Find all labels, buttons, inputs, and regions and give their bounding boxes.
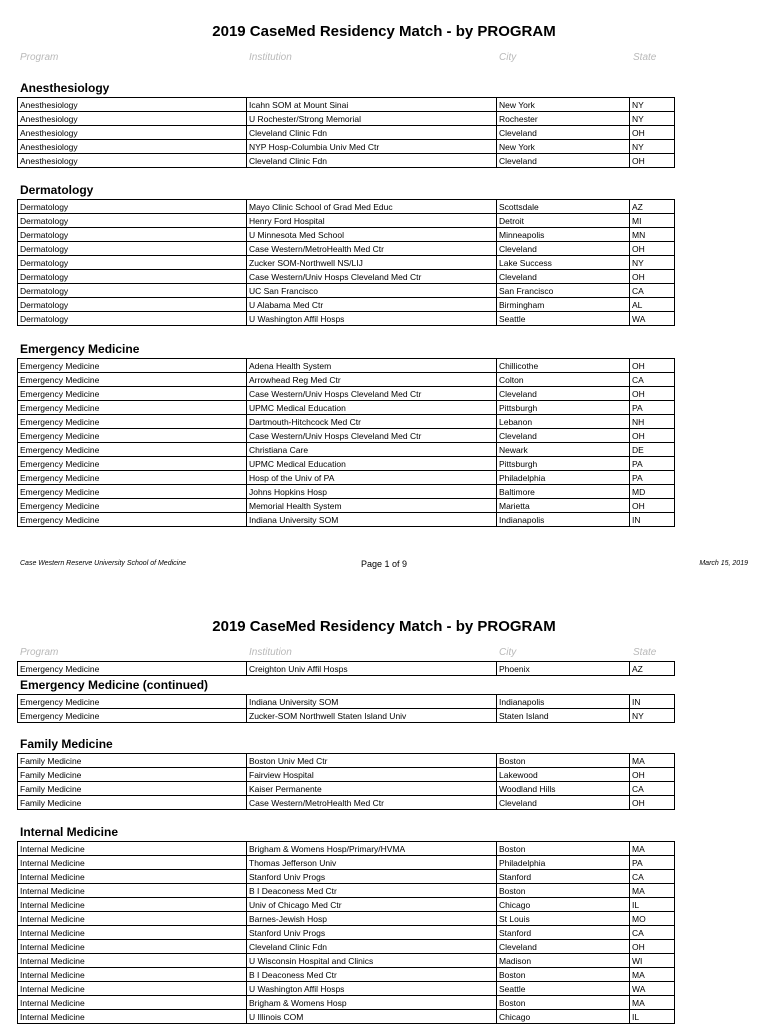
city-cell: Staten Island <box>497 709 630 723</box>
column-header-institution: Institution <box>249 647 292 658</box>
state-cell: AL <box>630 298 675 312</box>
footer-date: March 15, 2019 <box>699 560 748 567</box>
city-cell: Indianapolis <box>497 695 630 709</box>
table-row <box>18 940 675 954</box>
section-heading-emergency-medicine: Emergency Medicine <box>20 342 140 356</box>
column-header-city: City <box>499 647 517 658</box>
table-row <box>18 387 675 401</box>
program-cell: Dermatology <box>18 284 247 298</box>
city-cell: Boston <box>497 996 630 1010</box>
state-cell: WA <box>630 312 675 326</box>
section-heading-family-medicine: Family Medicine <box>20 737 113 751</box>
institution-cell: Arrowhead Reg Med Ctr <box>247 373 497 387</box>
table-row <box>18 898 675 912</box>
city-cell: Woodland Hills <box>497 782 630 796</box>
institution-cell: UPMC Medical Education <box>247 457 497 471</box>
table-row <box>18 926 675 940</box>
program-cell: Family Medicine <box>18 768 247 782</box>
program-cell: Emergency Medicine <box>18 662 247 676</box>
program-cell: Dermatology <box>18 228 247 242</box>
state-cell: MD <box>630 485 675 499</box>
state-cell: MO <box>630 912 675 926</box>
institution-cell: Thomas Jefferson Univ <box>247 856 497 870</box>
table-row <box>18 200 675 214</box>
program-cell: Dermatology <box>18 256 247 270</box>
table-row <box>18 256 675 270</box>
table-row <box>18 485 675 499</box>
table-row <box>18 796 675 810</box>
state-cell: MA <box>630 996 675 1010</box>
state-cell: NY <box>630 140 675 154</box>
program-cell: Internal Medicine <box>18 940 247 954</box>
program-cell: Internal Medicine <box>18 856 247 870</box>
state-cell: OH <box>630 768 675 782</box>
city-cell: Pittsburgh <box>497 457 630 471</box>
table-internal-medicine <box>17 841 675 1024</box>
institution-cell: UC San Francisco <box>247 284 497 298</box>
state-cell: CA <box>630 782 675 796</box>
city-cell: San Francisco <box>497 284 630 298</box>
institution-cell: Cleveland Clinic Fdn <box>247 940 497 954</box>
institution-cell: Case Western/Univ Hosps Cleveland Med Ctr <box>247 270 497 284</box>
state-cell: MA <box>630 884 675 898</box>
table-row <box>18 856 675 870</box>
table-row <box>18 1010 675 1024</box>
column-header-program: Program <box>20 52 59 63</box>
section-heading-dermatology: Dermatology <box>20 183 94 197</box>
city-cell: Chillicothe <box>497 359 630 373</box>
institution-cell: Case Western/Univ Hosps Cleveland Med Ctr <box>247 429 497 443</box>
program-cell: Dermatology <box>18 200 247 214</box>
institution-cell: U Illinois COM <box>247 1010 497 1024</box>
city-cell: Minneapolis <box>497 228 630 242</box>
table-row <box>18 443 675 457</box>
table-row <box>18 373 675 387</box>
state-cell: IL <box>630 1010 675 1024</box>
table-row <box>18 126 675 140</box>
city-cell: Cleveland <box>497 154 630 168</box>
section-heading-anesthesiology: Anesthesiology <box>20 81 110 95</box>
state-cell: MI <box>630 214 675 228</box>
program-cell: Internal Medicine <box>18 982 247 996</box>
institution-cell: Hosp of the Univ of PA <box>247 471 497 485</box>
table-row <box>18 912 675 926</box>
table-row <box>18 768 675 782</box>
city-cell: Detroit <box>497 214 630 228</box>
city-cell: Cleveland <box>497 270 630 284</box>
institution-cell: Stanford Univ Progs <box>247 926 497 940</box>
state-cell: OH <box>630 154 675 168</box>
city-cell: New York <box>497 140 630 154</box>
table-row <box>18 284 675 298</box>
table-row <box>18 754 675 768</box>
state-cell: OH <box>630 429 675 443</box>
institution-cell: Cleveland Clinic Fdn <box>247 126 497 140</box>
table-row <box>18 98 675 112</box>
state-cell: IN <box>630 695 675 709</box>
program-cell: Family Medicine <box>18 796 247 810</box>
city-cell: Stanford <box>497 870 630 884</box>
table-row <box>18 154 675 168</box>
institution-cell: Case Western/MetroHealth Med Ctr <box>247 242 497 256</box>
section-heading-internal-medicine: Internal Medicine <box>20 825 119 839</box>
table-row <box>18 982 675 996</box>
state-cell: OH <box>630 359 675 373</box>
state-cell: MA <box>630 754 675 768</box>
institution-cell: Indiana University SOM <box>247 695 497 709</box>
column-header-program: Program <box>20 647 59 658</box>
city-cell: Cleveland <box>497 429 630 443</box>
state-cell: CA <box>630 926 675 940</box>
institution-cell: Stanford Univ Progs <box>247 870 497 884</box>
institution-cell: Case Western/MetroHealth Med Ctr <box>247 796 497 810</box>
state-cell: AZ <box>630 200 675 214</box>
program-cell: Internal Medicine <box>18 884 247 898</box>
state-cell: NH <box>630 415 675 429</box>
document-page-2 <box>0 590 768 1024</box>
program-cell: Internal Medicine <box>18 954 247 968</box>
table-dermatology <box>17 199 675 326</box>
city-cell: Seattle <box>497 312 630 326</box>
institution-cell: Univ of Chicago Med Ctr <box>247 898 497 912</box>
program-cell: Internal Medicine <box>18 842 247 856</box>
page-title: 2019 CaseMed Residency Match - by PROGRAM <box>212 618 556 635</box>
city-cell: Cleveland <box>497 126 630 140</box>
state-cell: CA <box>630 284 675 298</box>
city-cell: Boston <box>497 968 630 982</box>
program-cell: Internal Medicine <box>18 898 247 912</box>
institution-cell: U Minnesota Med School <box>247 228 497 242</box>
city-cell: Newark <box>497 443 630 457</box>
state-cell: WI <box>630 954 675 968</box>
institution-cell: Creighton Univ Affil Hosps <box>247 662 497 676</box>
state-cell: OH <box>630 796 675 810</box>
table-row <box>18 499 675 513</box>
program-cell: Emergency Medicine <box>18 499 247 513</box>
table-row <box>18 270 675 284</box>
institution-cell: U Rochester/Strong Memorial <box>247 112 497 126</box>
table-row <box>18 140 675 154</box>
column-header-state: State <box>633 647 657 658</box>
city-cell: Chicago <box>497 1010 630 1024</box>
table-anesthesiology <box>17 97 675 168</box>
program-cell: Emergency Medicine <box>18 513 247 527</box>
table-row <box>18 242 675 256</box>
table-row <box>18 112 675 126</box>
city-cell: Cleveland <box>497 387 630 401</box>
city-cell: Madison <box>497 954 630 968</box>
table-row <box>18 429 675 443</box>
program-cell: Emergency Medicine <box>18 471 247 485</box>
institution-cell: Indiana University SOM <box>247 513 497 527</box>
state-cell: OH <box>630 499 675 513</box>
institution-cell: U Washington Affil Hosps <box>247 312 497 326</box>
institution-cell: Johns Hopkins Hosp <box>247 485 497 499</box>
table-row <box>18 884 675 898</box>
institution-cell: Zucker-SOM Northwell Staten Island Univ <box>247 709 497 723</box>
program-cell: Dermatology <box>18 270 247 284</box>
institution-cell: Dartmouth-Hitchcock Med Ctr <box>247 415 497 429</box>
table-row <box>18 471 675 485</box>
page-title: 2019 CaseMed Residency Match - by PROGRAM <box>212 23 556 40</box>
state-cell: PA <box>630 457 675 471</box>
footer-institution: Case Western Reserve University School of Medicine <box>20 560 186 567</box>
state-cell: MA <box>630 842 675 856</box>
city-cell: Lebanon <box>497 415 630 429</box>
city-cell: Philadelphia <box>497 856 630 870</box>
institution-cell: Brigham & Womens Hosp <box>247 996 497 1010</box>
state-cell: OH <box>630 940 675 954</box>
program-cell: Emergency Medicine <box>18 429 247 443</box>
column-header-row <box>0 647 768 661</box>
institution-cell: NYP Hosp-Columbia Univ Med Ctr <box>247 140 497 154</box>
state-cell: DE <box>630 443 675 457</box>
city-cell: Baltimore <box>497 485 630 499</box>
institution-cell: Zucker SOM-Northwell NS/LIJ <box>247 256 497 270</box>
section-heading-emergency-medicine-continued: Emergency Medicine (continued) <box>20 678 209 692</box>
program-cell: Emergency Medicine <box>18 443 247 457</box>
city-cell: Cleveland <box>497 796 630 810</box>
institution-cell: U Wisconsin Hospital and Clinics <box>247 954 497 968</box>
table-row <box>18 709 675 723</box>
city-cell: St Louis <box>497 912 630 926</box>
program-cell: Emergency Medicine <box>18 359 247 373</box>
city-cell: Pittsburgh <box>497 401 630 415</box>
state-cell: MN <box>630 228 675 242</box>
city-cell: Cleveland <box>497 242 630 256</box>
state-cell: NY <box>630 256 675 270</box>
city-cell: Boston <box>497 884 630 898</box>
state-cell: AZ <box>630 662 675 676</box>
column-header-state: State <box>633 52 657 63</box>
program-cell: Emergency Medicine <box>18 695 247 709</box>
city-cell: Boston <box>497 842 630 856</box>
state-cell: OH <box>630 242 675 256</box>
program-cell: Anesthesiology <box>18 98 247 112</box>
column-header-city: City <box>499 52 517 63</box>
table-emergency-medicine-continued <box>17 694 675 723</box>
footer-page-number: Page 1 of 9 <box>360 559 408 569</box>
table-row <box>18 782 675 796</box>
city-cell: Lakewood <box>497 768 630 782</box>
program-cell: Emergency Medicine <box>18 401 247 415</box>
institution-cell: Memorial Health System <box>247 499 497 513</box>
state-cell: IL <box>630 898 675 912</box>
table-row <box>18 401 675 415</box>
institution-cell: Adena Health System <box>247 359 497 373</box>
program-cell: Internal Medicine <box>18 912 247 926</box>
program-cell: Emergency Medicine <box>18 709 247 723</box>
table-row <box>18 996 675 1010</box>
institution-cell: Cleveland Clinic Fdn <box>247 154 497 168</box>
institution-cell: Boston Univ Med Ctr <box>247 754 497 768</box>
program-cell: Family Medicine <box>18 754 247 768</box>
institution-cell: Mayo Clinic School of Grad Med Educ <box>247 200 497 214</box>
program-cell: Dermatology <box>18 242 247 256</box>
state-cell: OH <box>630 270 675 284</box>
program-cell: Dermatology <box>18 298 247 312</box>
program-cell: Anesthesiology <box>18 140 247 154</box>
state-cell: PA <box>630 401 675 415</box>
table-row <box>18 359 675 373</box>
institution-cell: Henry Ford Hospital <box>247 214 497 228</box>
institution-cell: Kaiser Permanente <box>247 782 497 796</box>
city-cell: Seattle <box>497 982 630 996</box>
program-cell: Internal Medicine <box>18 1010 247 1024</box>
institution-cell: Fairview Hospital <box>247 768 497 782</box>
city-cell: Scottsdale <box>497 200 630 214</box>
state-cell: PA <box>630 471 675 485</box>
city-cell: Boston <box>497 754 630 768</box>
city-cell: Chicago <box>497 898 630 912</box>
city-cell: Birmingham <box>497 298 630 312</box>
city-cell: New York <box>497 98 630 112</box>
state-cell: WA <box>630 982 675 996</box>
city-cell: Philadelphia <box>497 471 630 485</box>
program-cell: Internal Medicine <box>18 926 247 940</box>
program-cell: Emergency Medicine <box>18 387 247 401</box>
program-cell: Dermatology <box>18 214 247 228</box>
program-cell: Dermatology <box>18 312 247 326</box>
state-cell: NY <box>630 112 675 126</box>
institution-cell: B I Deaconess Med Ctr <box>247 884 497 898</box>
program-cell: Anesthesiology <box>18 154 247 168</box>
city-cell: Marietta <box>497 499 630 513</box>
city-cell: Rochester <box>497 112 630 126</box>
state-cell: PA <box>630 856 675 870</box>
table-row <box>18 312 675 326</box>
state-cell: CA <box>630 373 675 387</box>
table-emergency-medicine <box>17 358 675 527</box>
table-row <box>18 228 675 242</box>
table-carryover <box>17 661 675 676</box>
program-cell: Emergency Medicine <box>18 457 247 471</box>
city-cell: Phoenix <box>497 662 630 676</box>
state-cell: CA <box>630 870 675 884</box>
table-row <box>18 842 675 856</box>
city-cell: Cleveland <box>497 940 630 954</box>
program-cell: Internal Medicine <box>18 968 247 982</box>
program-cell: Emergency Medicine <box>18 485 247 499</box>
column-header-row <box>0 52 768 66</box>
institution-cell: U Alabama Med Ctr <box>247 298 497 312</box>
state-cell: OH <box>630 387 675 401</box>
institution-cell: Brigham & Womens Hosp/Primary/HVMA <box>247 842 497 856</box>
state-cell: MA <box>630 968 675 982</box>
program-cell: Emergency Medicine <box>18 373 247 387</box>
table-row <box>18 695 675 709</box>
table-row <box>18 662 675 676</box>
program-cell: Internal Medicine <box>18 870 247 884</box>
city-cell: Lake Success <box>497 256 630 270</box>
city-cell: Indianapolis <box>497 513 630 527</box>
city-cell: Colton <box>497 373 630 387</box>
institution-cell: Barnes-Jewish Hosp <box>247 912 497 926</box>
institution-cell: UPMC Medical Education <box>247 401 497 415</box>
state-cell: OH <box>630 126 675 140</box>
program-cell: Internal Medicine <box>18 996 247 1010</box>
table-row <box>18 870 675 884</box>
table-row <box>18 968 675 982</box>
institution-cell: Christiana Care <box>247 443 497 457</box>
state-cell: NY <box>630 709 675 723</box>
state-cell: IN <box>630 513 675 527</box>
institution-cell: Case Western/Univ Hosps Cleveland Med Ctr <box>247 387 497 401</box>
program-cell: Emergency Medicine <box>18 415 247 429</box>
table-row <box>18 954 675 968</box>
institution-cell: Icahn SOM at Mount Sinai <box>247 98 497 112</box>
table-row <box>18 415 675 429</box>
program-cell: Family Medicine <box>18 782 247 796</box>
state-cell: NY <box>630 98 675 112</box>
table-family-medicine <box>17 753 675 810</box>
column-header-institution: Institution <box>249 52 292 63</box>
table-row <box>18 298 675 312</box>
program-cell: Anesthesiology <box>18 126 247 140</box>
institution-cell: B I Deaconess Med Ctr <box>247 968 497 982</box>
table-row <box>18 513 675 527</box>
table-row <box>18 214 675 228</box>
city-cell: Stanford <box>497 926 630 940</box>
program-cell: Anesthesiology <box>18 112 247 126</box>
table-row <box>18 457 675 471</box>
institution-cell: U Washington Affil Hosps <box>247 982 497 996</box>
